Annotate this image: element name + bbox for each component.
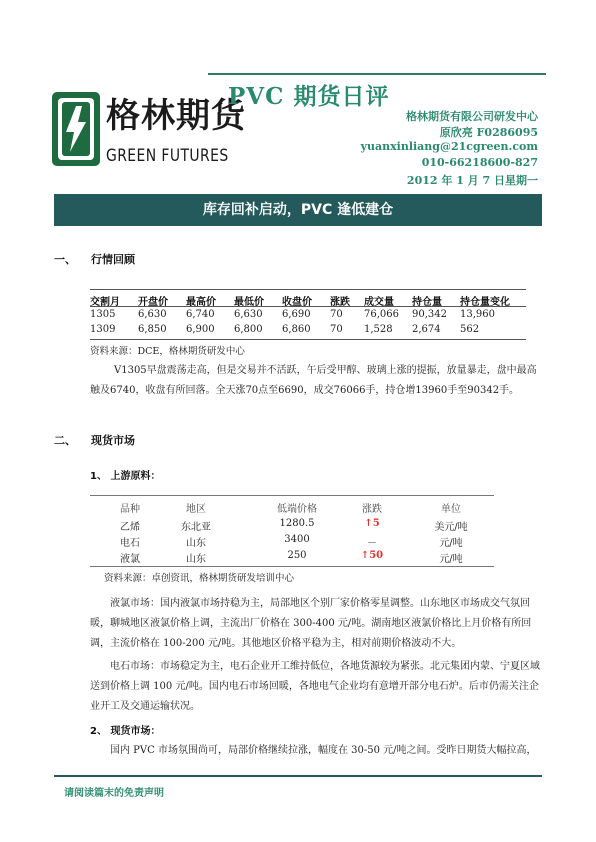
section-2-title: 现货市场: [91, 434, 135, 447]
table-cell: 电石: [120, 538, 140, 549]
raw-table-source: 资料来源：卓创资讯，格林期货研发培训中心: [104, 573, 295, 584]
table-cell: 13,960: [460, 309, 495, 320]
green-futures-logo-icon: [52, 92, 100, 166]
table-cell: 6,630: [138, 309, 167, 320]
table-header-cell: 低端价格: [277, 504, 317, 515]
table-cell: 6,900: [186, 324, 215, 335]
table-header-cell: 最高价: [186, 297, 216, 308]
subsection-spot-title: 2、 现货市场：: [90, 726, 161, 737]
table-cell: 90,342: [412, 309, 447, 320]
table-cell: 液氯: [120, 554, 140, 565]
table-cell: 1309: [90, 324, 116, 335]
table-cell: 1,528: [364, 324, 393, 335]
report-title: PVC 期货日评: [228, 83, 390, 110]
table-cell: 6,800: [234, 324, 263, 335]
price-up-indicator: ↑50: [360, 550, 384, 561]
table-header-cell: 品种: [120, 504, 140, 515]
carbide-market-paragraph: 电石市场：市场稳定为主，电石企业开工维持低位，各地货源较为紧张。北元集团内蒙、宁夏区域送到价格上调 100 元/吨。国内电石市场回暖，各地电气企业均有意增开部分电石炉。后市仍需关注企业开工及交通运输状况。: [90, 661, 540, 712]
table-header-cell: 交割月: [90, 297, 120, 308]
analyst-phone: 010-66218600-827: [421, 156, 538, 169]
raw-table-top-rule: [90, 495, 494, 496]
table-cell: 山东: [186, 554, 206, 565]
table-header-cell: 涨跌: [330, 297, 350, 308]
table-cell: 6,630: [234, 309, 263, 320]
table-cell: 1280.5: [279, 518, 315, 529]
table-cell: 山东: [186, 538, 206, 549]
price-flat-indicator: －: [367, 538, 377, 549]
disclaimer-notice: 请阅读篇末的免责声明: [64, 788, 164, 799]
table-header-cell: 单位: [441, 504, 461, 515]
header-rule: [208, 73, 546, 75]
table-cell: 6,860: [282, 324, 311, 335]
table-source: 资料来源：DCE，格林期货研发中心: [90, 346, 245, 357]
table-cell: 元/吨: [439, 538, 463, 549]
table-header-cell: 收盘价: [282, 297, 312, 308]
table-top-rule: [90, 289, 526, 290]
table-cell: 2,674: [412, 324, 441, 335]
company-name: 格林期货有限公司研发中心: [406, 110, 538, 123]
table-header-cell: 开盘价: [138, 297, 168, 308]
table-header-cell: 涨跌: [362, 504, 382, 515]
section-1-number: 一、: [54, 253, 76, 266]
table-cell: 562: [460, 324, 480, 335]
table-header-cell: 成交量: [364, 297, 394, 308]
section-1-title: 行情回顾: [91, 253, 135, 266]
spot-market-paragraph: 国内 PVC 市场氛围尚可，局部价格继续拉涨，幅度在 30-50 元/吨之间。受昨日期货大幅拉高，: [110, 745, 537, 756]
footer-rule: [54, 775, 542, 777]
table-cell: 70: [330, 309, 343, 320]
table-cell: 美元/吨: [434, 522, 468, 533]
table-cell: 6,850: [138, 324, 167, 335]
logo-name-en: GREEN FUTURES: [106, 146, 229, 166]
table-header-cell: 持仓量: [412, 297, 442, 308]
table-cell: 70: [330, 324, 343, 335]
market-review-paragraph: V1305早盘震荡走高，但是交易并不活跃，午后受甲醇、玻璃上涨的提振，放量暴走，盘中最高触及6740，收盘有所回落。全天涨70点至6690，成交76066手，持仓增13960手至90342手。: [90, 365, 537, 396]
section-2-number: 二、: [54, 434, 76, 447]
table-cell: 1305: [90, 309, 116, 320]
table-cell: 6,690: [282, 309, 311, 320]
table-cell: 250: [287, 550, 307, 561]
table-header-cell: 持仓量变化: [460, 297, 510, 308]
logo-name-cn: 格林期货: [106, 96, 246, 136]
price-up-indicator: ↑5: [364, 518, 380, 529]
headline-text: 库存回补启动，PVC 逢低建仓: [202, 202, 394, 218]
table-cell: 元/吨: [439, 554, 463, 565]
report-date: 2012 年 1 月 7 日星期一: [406, 174, 538, 187]
table-cell: 3400: [284, 534, 310, 545]
subsection-upstream-title: 1、 上游原料：: [90, 471, 161, 482]
table-header-cell: 最低价: [234, 297, 264, 308]
table-cell: 76,066: [364, 309, 399, 320]
table-cell: 6,740: [186, 309, 215, 320]
analyst-email: yuanxinliang@21cgreen.com: [360, 140, 538, 153]
table-cell: 乙烯: [120, 522, 140, 533]
chlorine-market-paragraph: 液氯市场：国内液氯市场持稳为主，局部地区个别厂家价格零星调整。山东地区市场成交气氛回暖，聊城地区液氯价格上调，主流出厂价格在 300-400 元/吨。湖南地区液氯价格比上月价格有所回调，主流价格在 100-200 元/吨。其他地区价格平稳为主，相对前期价格波动不大。: [90, 598, 532, 649]
raw-table-bottom-rule: [90, 566, 494, 567]
table-bottom-rule: [90, 339, 526, 340]
table-cell: 东北亚: [181, 522, 211, 533]
analyst-name: 原欣亮 F0286095: [439, 126, 538, 139]
table-header-cell: 地区: [186, 504, 206, 515]
